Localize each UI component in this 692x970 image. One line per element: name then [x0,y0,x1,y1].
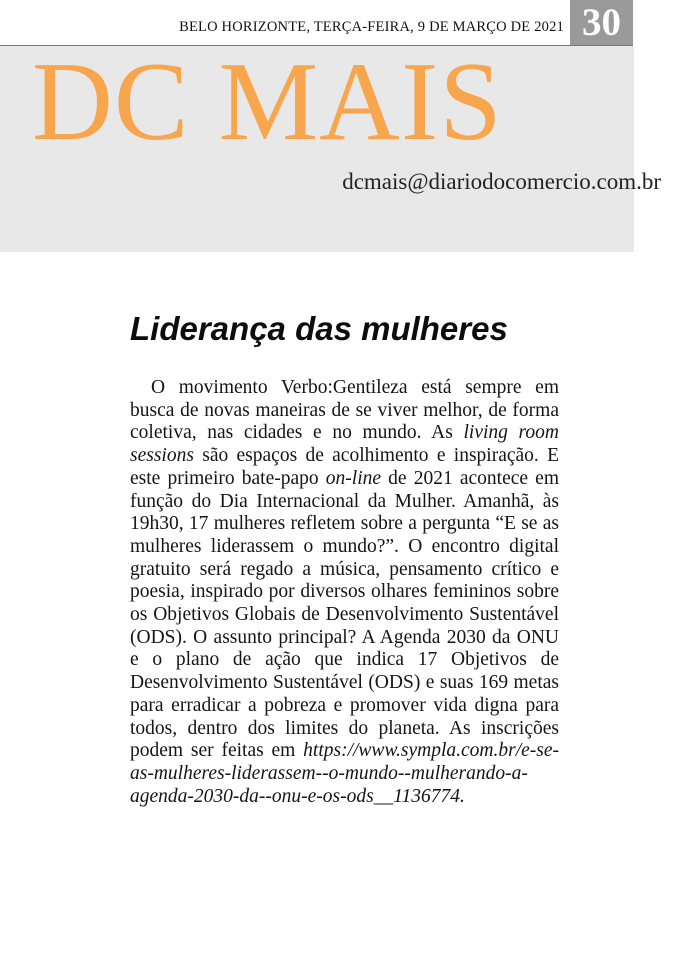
registration-link[interactable]: https://www.sympla.com.br/e-se-as-mulheres-liderassem--o-mundo--mulherando-a-agenda-2030-da--onu-e-os-ods__1136774. [130,740,559,807]
masthead-title: DC MAIS [32,40,503,164]
body-text-3: de 2021 acontece em função do Dia Internacional da Mulher. Amanhã, às 19h30, 17 mulheres refletem sobre a pergunta “E se as mulheres liderassem o mundo?”. O encontro digital gratuito será regado a música, pensamento crítico e poesia, inspirado por diversos olhares femininos sobre os Objetivos Globais de Desenvolvimento Sustentável (ODS). O assunto principal? A Agenda 2030 da ONU e o plano de ação que indica 17 Objetivos de Desenvolvimento Sustentável (ODS) e suas 169 metas para erradicar a pobreza e promover vida digna para todos, dentro dos limites do planeta. As inscrições podem ser feitas em [130,467,560,762]
article-title: Liderança das mulheres [130,310,508,347]
dateline: BELO HORIZONTE, TERÇA-FEIRA, 9 DE MARÇO DE 2021 [179,19,564,35]
body-italic-living-room: living room sessions [130,422,559,467]
page-number-box [570,0,633,46]
article-body [130,377,559,808]
body-text-2: são espaços de acolhimento e inspiração. E este primeiro bate-papo [130,445,559,489]
section-email: dcmais@diariodocomercio.com.br [342,169,661,194]
body-text-1: O movimento Verbo:Gentileza está sempre em busca de novas maneiras de se viver melhor, de forma coletiva, nas cidades e no mundo. As [130,377,559,444]
page-number: 30 [582,1,621,44]
body-italic-online: on-line [325,467,382,489]
